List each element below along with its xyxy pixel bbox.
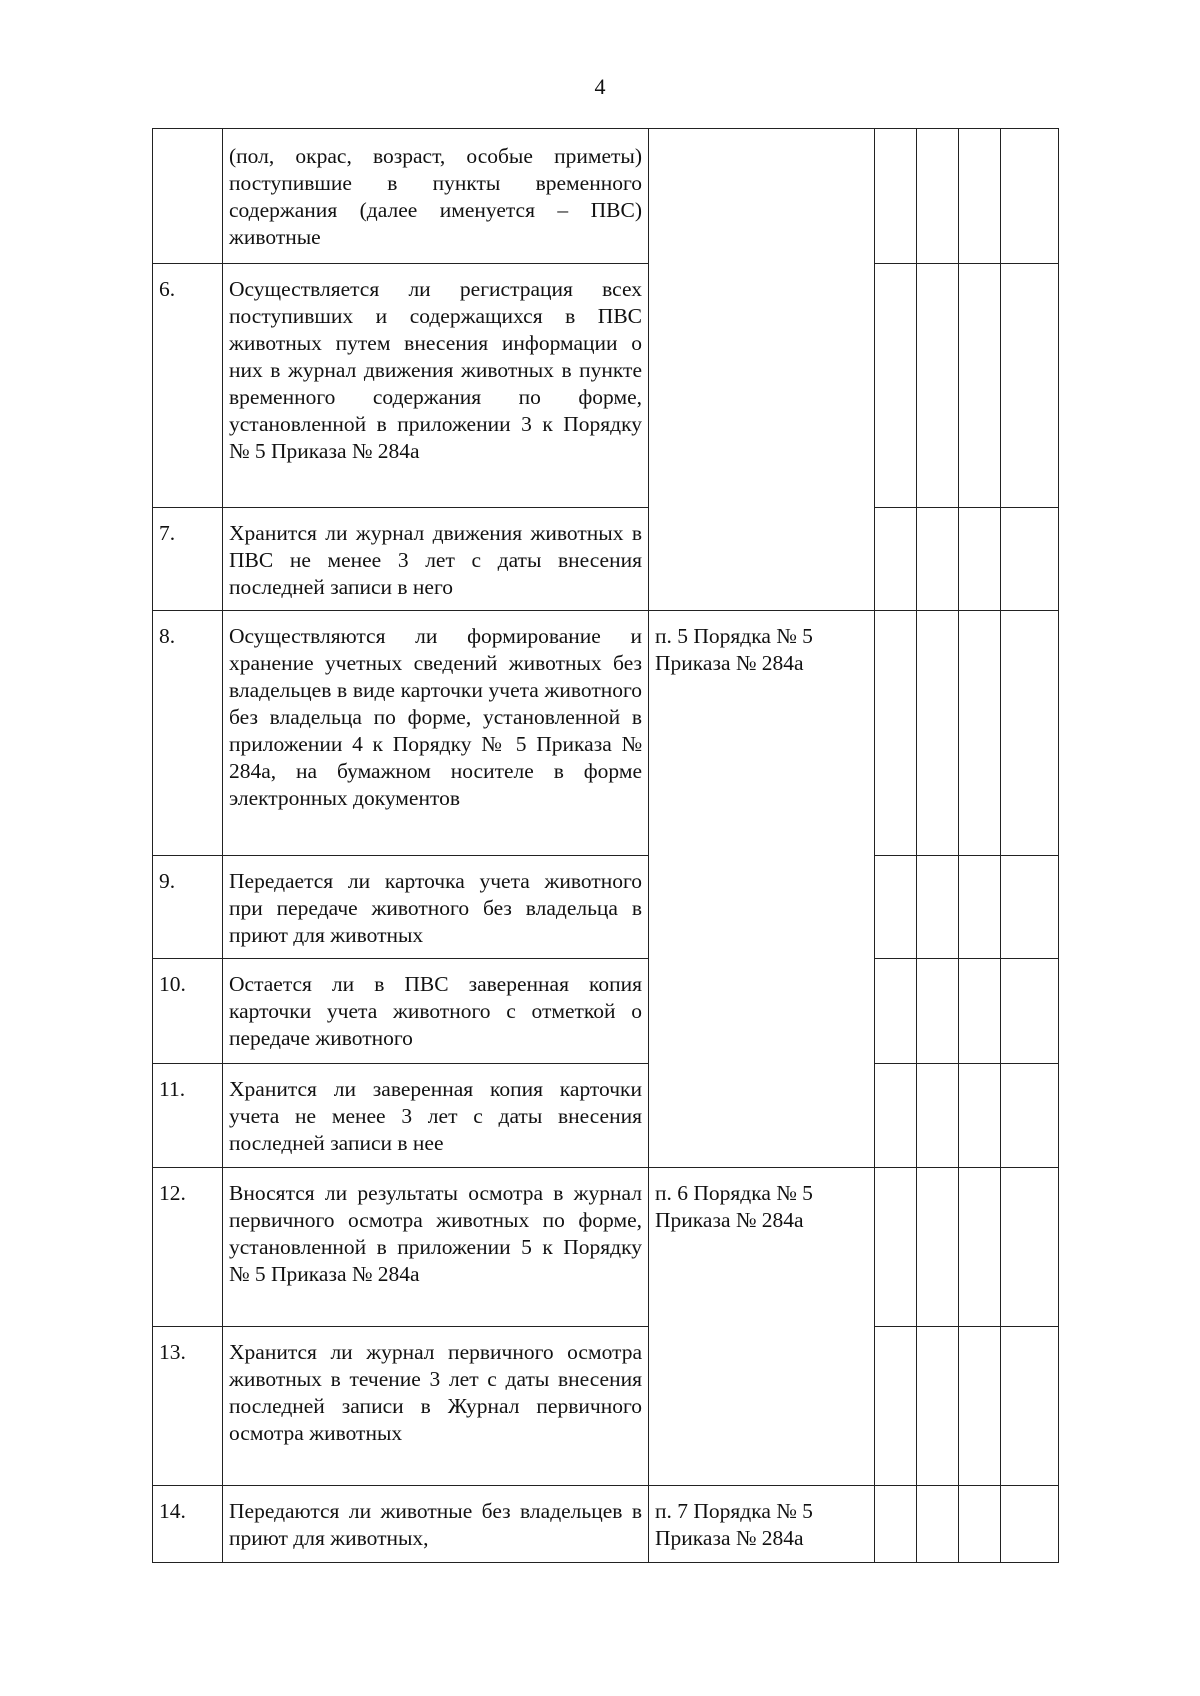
table-row [153,264,1059,508]
answer-cell [959,959,1001,1064]
answer-cell [917,264,959,508]
answer-cell [1001,264,1059,508]
table-row [153,959,1059,1064]
answer-cell [1001,1168,1059,1327]
answer-cell [1001,1486,1059,1563]
question-cell: (пол, окрас, возраст, особые приметы) поступившие в пункты временного содержания (далее именуется – ПВС) животные [223,129,649,264]
answer-cell [917,1327,959,1486]
row-number: 10. [153,959,223,1064]
question-cell: Хранится ли журнал движения животных в ПВС не менее 3 лет с даты внесения последней записи в него [223,508,649,611]
answer-cell [875,856,917,959]
question-cell: Остается ли в ПВС заверенная копия карточки учета животного с отметкой о передаче животного [223,959,649,1064]
answer-cell [875,508,917,611]
answer-cell [917,129,959,264]
answer-cell [917,856,959,959]
row-number [153,129,223,264]
row-number: 13. [153,1327,223,1486]
table-row [153,1168,1059,1327]
answer-cell [1001,611,1059,856]
row-number: 7. [153,508,223,611]
question-cell: Осуществляется ли регистрация всех поступивших и содержащихся в ПВС животных путем внесения информации о них в журнал движения животных в пункте временного содержания по форме, установленной в приложении 3 к Порядку № 5 Приказа № 284а [223,264,649,508]
reference-cell: п. 6 Порядка № 5 Приказа № 284а [649,1168,875,1486]
answer-cell [959,1064,1001,1168]
question-cell: Осуществляются ли формирование и хранение учетных сведений животных без владельцев в виде карточки учета животного без владельца по форме, установленной в приложении 4 к Порядку № 5 Приказа № 284а, на бумажном носителе в форме электронных документов [223,611,649,856]
row-number: 6. [153,264,223,508]
row-number: 14. [153,1486,223,1563]
table-row [153,1486,1059,1563]
answer-cell [959,611,1001,856]
answer-cell [959,508,1001,611]
row-number: 9. [153,856,223,959]
answer-cell [917,1486,959,1563]
answer-cell [917,1168,959,1327]
answer-cell [917,959,959,1064]
answer-cell [959,1486,1001,1563]
question-cell: Вносятся ли результаты осмотра в журнал первичного осмотра животных по форме, установленной в приложении 5 к Порядку № 5 Приказа № 284а [223,1168,649,1327]
answer-cell [1001,856,1059,959]
answer-cell [1001,1327,1059,1486]
answer-cell [917,1064,959,1168]
answer-cell [1001,1064,1059,1168]
page-number: 4 [594,74,606,99]
answer-cell [959,1168,1001,1327]
reference-cell: п. 5 Порядка № 5 Приказа № 284а [649,611,875,1168]
table-row [153,1327,1059,1486]
table-row [153,856,1059,959]
table-row [153,508,1059,611]
answer-cell [875,1486,917,1563]
table-row [153,611,1059,856]
answer-cell [959,856,1001,959]
answer-cell [959,1327,1001,1486]
reference-cell [649,129,875,611]
row-number: 11. [153,1064,223,1168]
answer-cell [917,611,959,856]
question-cell: Передаются ли животные без владельцев в приют для животных, [223,1486,649,1563]
answer-cell [875,1327,917,1486]
answer-cell [1001,129,1059,264]
reference-cell: п. 7 Порядка № 5 Приказа № 284а [649,1486,875,1563]
answer-cell [1001,508,1059,611]
answer-cell [875,129,917,264]
answer-cell [875,959,917,1064]
row-number: 12. [153,1168,223,1327]
answer-cell [917,508,959,611]
answer-cell [959,264,1001,508]
answer-cell [875,1168,917,1327]
question-cell: Передается ли карточка учета животного при передаче животного без владельца в приют для животных [223,856,649,959]
answer-cell [875,1064,917,1168]
answer-cell [875,611,917,856]
answer-cell [875,264,917,508]
table-row [153,129,1059,264]
row-number: 8. [153,611,223,856]
checklist-table [152,128,1059,1563]
answer-cell [959,129,1001,264]
answer-cell [1001,959,1059,1064]
question-cell: Хранится ли заверенная копия карточки учета не менее 3 лет с даты внесения последней записи в нее [223,1064,649,1168]
question-cell: Хранится ли журнал первичного осмотра животных в течение 3 лет с даты внесения последней записи в Журнал первичного осмотра животных [223,1327,649,1486]
table-row [153,1064,1059,1168]
